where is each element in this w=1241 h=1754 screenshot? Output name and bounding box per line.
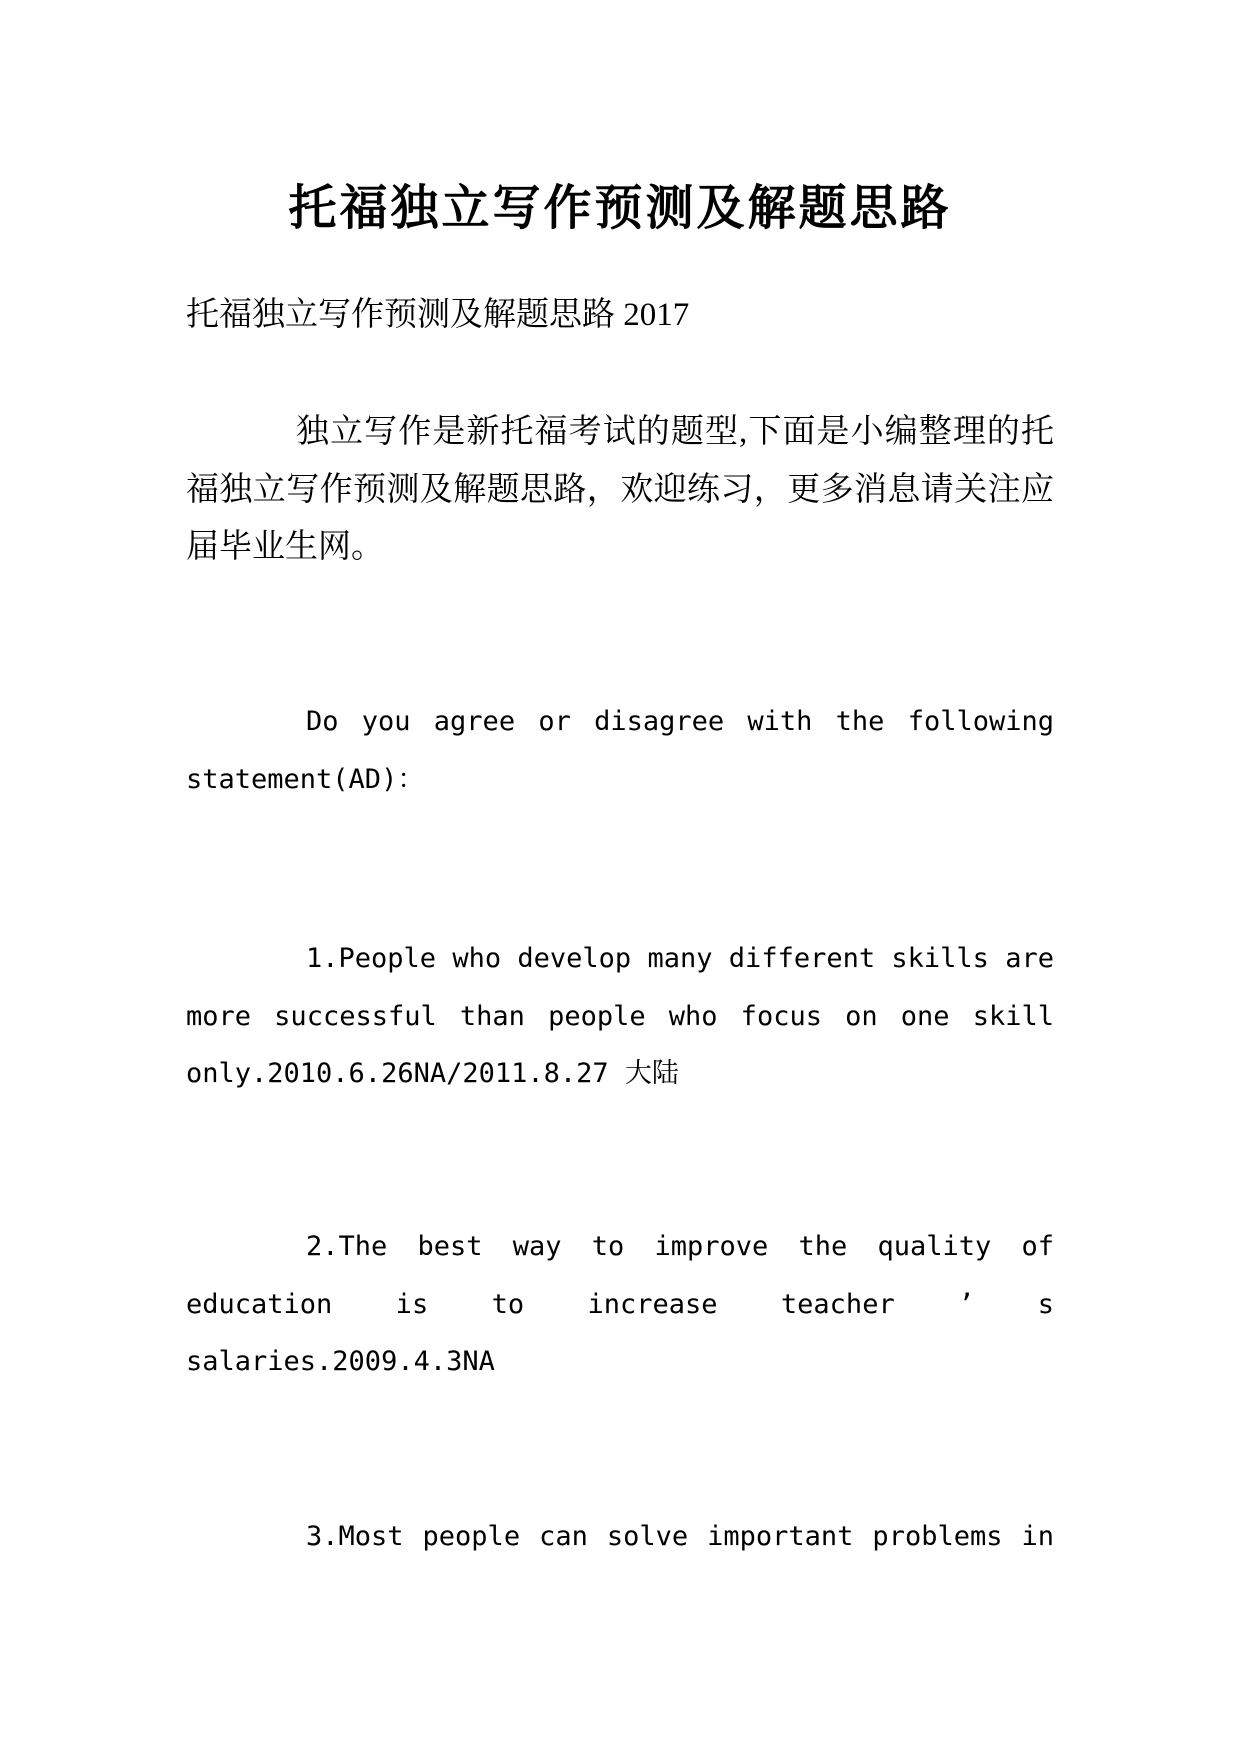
subtitle-line: 托福独立写作预测及解题思路 2017 <box>186 297 690 333</box>
list-item-3: 3.Most people can solve important problems in <box>306 1521 1054 1552</box>
content-area <box>186 0 1054 1754</box>
list-item-2: 2.The best way to improve the quality of education is to increase teacher ’ s salaries.2009.4.3NA <box>186 1231 1054 1377</box>
list-item-1: 1.People who develop many different skills are more successful than people who focus on one skill only.2010.6.26NA/2011.8.27 大陆 <box>186 943 1054 1089</box>
intro-paragraph: 独立写作是新托福考试的题型,下面是小编整理的托福独立写作预测及解题思路，欢迎练习，更多消息请关注应届毕业生网。 <box>186 414 1054 565</box>
prompt-paragraph: Do you agree or disagree with the following statement(AD)： <box>186 706 1054 795</box>
page-title: 托福独立写作预测及解题思路 <box>288 182 952 236</box>
